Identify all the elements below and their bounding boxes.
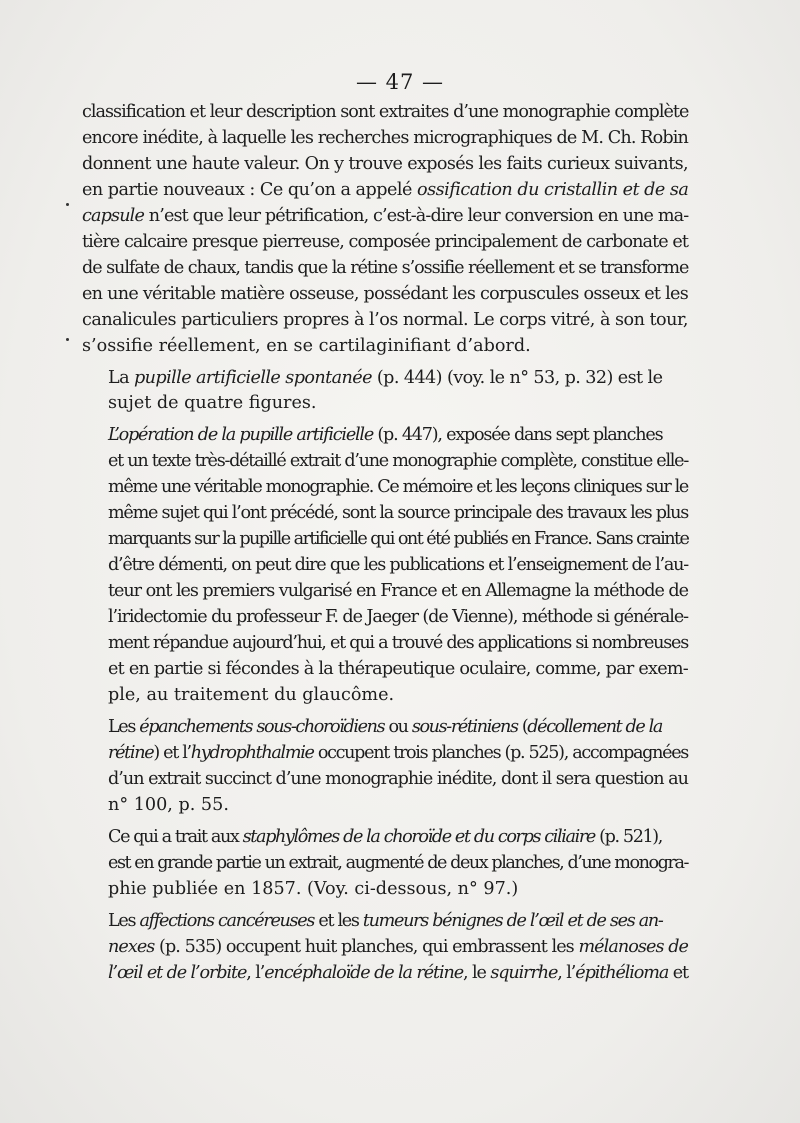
- italic-text: tumeurs bénignes de l’œil et de ses an-: [362, 910, 663, 931]
- text-run: tière calcaire presque pierreuse, composée principalement de carbonate et: [82, 231, 688, 252]
- body-text: [82, 100, 688, 986]
- italic-text: pupille artificielle spontanée: [134, 367, 372, 388]
- text-line: [82, 391, 688, 417]
- text-line: [82, 100, 688, 126]
- margin-speck: [66, 338, 69, 341]
- text-run: n° 100, p. 55.: [108, 794, 229, 815]
- text-run: et les: [314, 910, 363, 931]
- margin-speck: [66, 203, 69, 206]
- italic-text: staphylômes de la choroïde et du corps ciliaire: [242, 826, 595, 847]
- italic-text: sous-rétiniens: [411, 716, 518, 737]
- text-line: [82, 683, 688, 709]
- text-line: [82, 308, 688, 334]
- paragraph: [82, 825, 688, 903]
- text-line: [82, 449, 688, 475]
- text-line: [82, 553, 688, 579]
- text-line: [82, 793, 688, 819]
- italic-text: rétine: [108, 742, 154, 763]
- text-run: d’être démenti, on peut dire que les publications et l’enseignement de l’au-: [108, 555, 688, 576]
- italic-text: épithélioma: [575, 962, 669, 983]
- text-line: [82, 501, 688, 527]
- text-line: [82, 741, 688, 767]
- text-run: sujet de quatre figures.: [108, 393, 317, 414]
- italic-text: squirrhe: [490, 962, 558, 983]
- text-line: [82, 475, 688, 501]
- italic-text: affections cancéreuses: [139, 910, 315, 931]
- text-run: ou: [384, 716, 412, 737]
- text-run: classification et leur description sont extraites d’une monographie complète: [82, 102, 689, 122]
- text-line: [82, 152, 688, 178]
- text-run: et en partie si fécondes à la thérapeutique oculaire, comme, par exem-: [108, 659, 688, 680]
- text-run: et: [668, 962, 689, 983]
- paragraph: [82, 423, 688, 708]
- text-run: canalicules particuliers propres à l’os normal. Le corps vitré, à son tour,: [82, 309, 688, 330]
- italic-text: encéphaloïde de la rétine: [264, 962, 464, 983]
- text-line: [82, 605, 688, 631]
- italic-text: l’œil et de l’orbite: [108, 962, 247, 983]
- text-run: , l’: [557, 962, 576, 983]
- paragraph: [82, 366, 688, 418]
- text-line: [82, 366, 688, 392]
- italic-text: opération de la pupille artificielle: [118, 425, 374, 446]
- text-run: , l’: [246, 962, 265, 983]
- text-run: phie publiée en 1857. (Voy. ci-dessous, n° 97.): [108, 878, 519, 899]
- text-run: teur ont les premiers vulgarisé en France et en Allemagne la méthode de: [108, 581, 688, 602]
- text-line: [82, 825, 688, 851]
- text-line: [82, 877, 688, 903]
- text-line: [82, 204, 688, 230]
- italic-text: ossification du cristallin et de sa: [417, 179, 689, 200]
- text-line: [82, 935, 688, 961]
- text-run: même une véritable monographie. Ce mémoire et les leçons cliniques sur le: [108, 477, 688, 498]
- text-run: l’iridectomie du professeur F. de Jaeger (de Vienne), méthode si générale-: [108, 607, 688, 628]
- text-line: [82, 767, 688, 793]
- text-line: [82, 909, 688, 935]
- italic-text: épanchements sous-choroïdiens: [139, 716, 385, 737]
- text-run: Ce qui a trait aux: [108, 826, 243, 847]
- text-run: La: [108, 367, 134, 388]
- italic-text: hydrophthalmie: [190, 742, 314, 763]
- text-run: n’est que leur pétrification, c’est-à-dire leur conversion en une ma-: [144, 205, 689, 226]
- text-line: [82, 282, 688, 308]
- text-line: [82, 657, 688, 683]
- text-line: [82, 961, 688, 987]
- text-line: [82, 579, 688, 605]
- text-run: (p. 535) occupent huit planches, qui embrassent les: [154, 936, 579, 957]
- text-run: (p. 447), exposée dans sept planches: [373, 425, 663, 446]
- text-run: (p. 444) (voy. le n° 53, p. 32) est le: [371, 367, 663, 388]
- text-run: de sulfate de chaux, tandis que la rétine s’ossifie réellement et se transforme: [82, 257, 689, 278]
- text-line: [82, 230, 688, 256]
- text-run: en une véritable matière osseuse, possédant les corpuscules osseux et les: [82, 283, 688, 304]
- text-run: Les: [108, 716, 140, 737]
- paragraph: [82, 909, 688, 987]
- paragraph: [82, 100, 688, 360]
- text-line: [82, 631, 688, 657]
- italic-text: capsule: [82, 205, 144, 226]
- text-run: d’un extrait succinct d’une monographie inédite, dont il sera question au: [108, 768, 688, 789]
- text-line: [82, 851, 688, 877]
- text-line: [82, 126, 688, 152]
- text-line: [82, 178, 688, 204]
- text-run: en partie nouveaux : Ce qu’on a appelé: [82, 179, 418, 200]
- text-run: (: [517, 716, 528, 737]
- text-run: occupent trois planches (p. 525), accompagnées: [313, 742, 688, 763]
- paragraph: [82, 715, 688, 819]
- text-run: donnent une haute valeur. On y trouve exposés les faits curieux suivants,: [82, 153, 688, 174]
- text-run: est en grande partie un extrait, augmenté de deux planches, d’une monogra-: [108, 852, 688, 873]
- text-run: s’ossifie réellement, en se cartilaginifiant d’abord.: [82, 335, 531, 356]
- italic-text: L’: [108, 425, 119, 446]
- text-run: encore inédite, à laquelle les recherches micrographiques de M. Ch. Robin: [82, 127, 688, 148]
- text-run: (p. 521),: [594, 826, 662, 847]
- page-number: — 47 —: [355, 70, 445, 94]
- text-line: [82, 527, 688, 553]
- text-run: même sujet qui l’ont précédé, sont la source principale des travaux les plus: [108, 503, 688, 524]
- text-run: ) et l’: [153, 742, 191, 763]
- italic-text: décollement de la: [527, 716, 663, 737]
- text-line: [82, 334, 688, 360]
- text-run: , le: [463, 962, 491, 983]
- text-run: ment répandue aujourd’hui, et qui a trouvé des applications si nombreuses: [108, 633, 688, 654]
- italic-text: mélanoses de: [578, 936, 689, 957]
- text-run: et un texte très-détaillé extrait d’une monographie complète, constitue elle-: [108, 451, 688, 472]
- text-line: [82, 423, 688, 449]
- text-line: [82, 256, 688, 282]
- text-run: marquants sur la pupille artificielle qui ont été publiés en France. Sans crainte: [108, 529, 689, 550]
- text-run: ple, au traitement du glaucôme.: [108, 684, 395, 705]
- italic-text: nexes: [108, 936, 155, 957]
- text-run: Les: [108, 910, 140, 931]
- text-line: [82, 715, 688, 741]
